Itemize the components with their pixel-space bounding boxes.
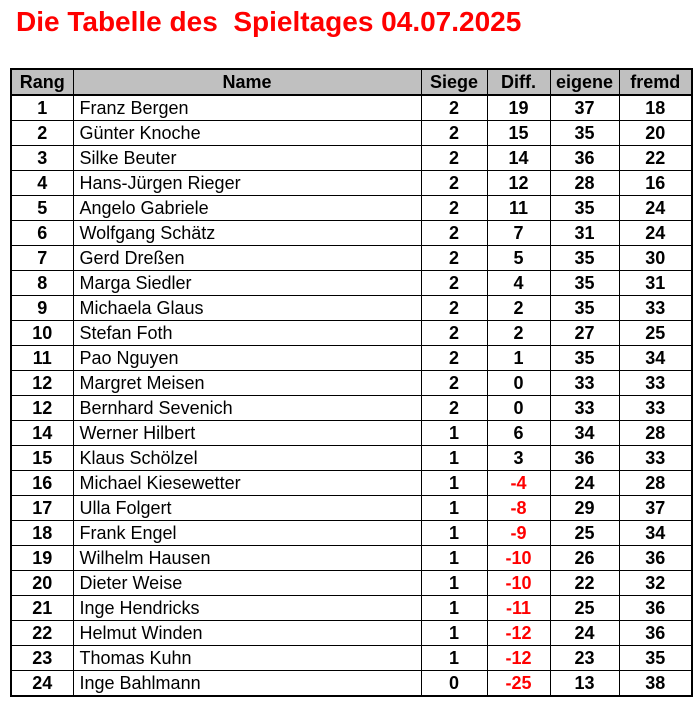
player-name-cell: Franz Bergen	[73, 95, 421, 121]
player-name-cell: Werner Hilbert	[73, 421, 421, 446]
rank-cell: 21	[11, 596, 73, 621]
table-row	[11, 371, 692, 396]
points-against-cell: 34	[619, 346, 692, 371]
points-for-cell: 29	[550, 496, 619, 521]
wins-cell: 2	[421, 271, 487, 296]
difference-cell: 2	[487, 296, 550, 321]
player-name-cell: Wilhelm Hausen	[73, 546, 421, 571]
difference-cell: 0	[487, 371, 550, 396]
points-for-cell: 25	[550, 521, 619, 546]
rank-cell: 4	[11, 171, 73, 196]
points-for-cell: 35	[550, 346, 619, 371]
player-name-cell: Helmut Winden	[73, 621, 421, 646]
difference-cell: -9	[487, 521, 550, 546]
table-row	[11, 246, 692, 271]
points-for-cell: 31	[550, 221, 619, 246]
points-for-cell: 33	[550, 396, 619, 421]
column-header-fremd: fremd	[619, 69, 692, 95]
player-name-cell: Inge Bahlmann	[73, 671, 421, 697]
table-row	[11, 546, 692, 571]
wins-cell: 2	[421, 196, 487, 221]
points-for-cell: 28	[550, 171, 619, 196]
player-name-cell: Stefan Foth	[73, 321, 421, 346]
column-header-diff: Diff.	[487, 69, 550, 95]
table-row	[11, 296, 692, 321]
table-row	[11, 571, 692, 596]
points-against-cell: 28	[619, 471, 692, 496]
rank-cell: 7	[11, 246, 73, 271]
points-against-cell: 16	[619, 171, 692, 196]
table-row	[11, 321, 692, 346]
difference-cell: 1	[487, 346, 550, 371]
points-against-cell: 30	[619, 246, 692, 271]
player-name-cell: Klaus Schölzel	[73, 446, 421, 471]
difference-cell: -10	[487, 546, 550, 571]
player-name-cell: Günter Knoche	[73, 121, 421, 146]
points-against-cell: 35	[619, 646, 692, 671]
rank-cell: 20	[11, 571, 73, 596]
points-for-cell: 35	[550, 296, 619, 321]
standings-table	[10, 68, 693, 697]
wins-cell: 1	[421, 471, 487, 496]
points-for-cell: 22	[550, 571, 619, 596]
difference-cell: 15	[487, 121, 550, 146]
difference-cell: -12	[487, 621, 550, 646]
column-header-rang: Rang	[11, 69, 73, 95]
column-header-siege: Siege	[421, 69, 487, 95]
wins-cell: 0	[421, 671, 487, 697]
table-row	[11, 146, 692, 171]
wins-cell: 2	[421, 171, 487, 196]
table-row	[11, 196, 692, 221]
difference-cell: -8	[487, 496, 550, 521]
table-row	[11, 346, 692, 371]
rank-cell: 2	[11, 121, 73, 146]
page-title: Die Tabelle des Spieltages 04.07.2025	[16, 6, 522, 37]
points-for-cell: 35	[550, 196, 619, 221]
player-name-cell: Wolfgang Schätz	[73, 221, 421, 246]
player-name-cell: Angelo Gabriele	[73, 196, 421, 221]
player-name-cell: Thomas Kuhn	[73, 646, 421, 671]
rank-cell: 6	[11, 221, 73, 246]
wins-cell: 2	[421, 221, 487, 246]
points-for-cell: 24	[550, 471, 619, 496]
wins-cell: 2	[421, 296, 487, 321]
table-row	[11, 496, 692, 521]
table-row	[11, 95, 692, 121]
rank-cell: 17	[11, 496, 73, 521]
points-for-cell: 36	[550, 446, 619, 471]
wins-cell: 1	[421, 621, 487, 646]
difference-cell: 11	[487, 196, 550, 221]
rank-cell: 22	[11, 621, 73, 646]
wins-cell: 2	[421, 321, 487, 346]
rank-cell: 3	[11, 146, 73, 171]
difference-cell: 7	[487, 221, 550, 246]
player-name-cell: Frank Engel	[73, 521, 421, 546]
points-against-cell: 33	[619, 396, 692, 421]
player-name-cell: Silke Beuter	[73, 146, 421, 171]
rank-cell: 23	[11, 646, 73, 671]
column-header-eigene: eigene	[550, 69, 619, 95]
table-row	[11, 421, 692, 446]
difference-cell: -4	[487, 471, 550, 496]
table-row	[11, 446, 692, 471]
points-for-cell: 37	[550, 95, 619, 121]
difference-cell: -11	[487, 596, 550, 621]
difference-cell: 12	[487, 171, 550, 196]
points-against-cell: 36	[619, 621, 692, 646]
points-against-cell: 20	[619, 121, 692, 146]
points-for-cell: 34	[550, 421, 619, 446]
rank-cell: 24	[11, 671, 73, 697]
wins-cell: 2	[421, 346, 487, 371]
player-name-cell: Hans-Jürgen Rieger	[73, 171, 421, 196]
points-against-cell: 36	[619, 596, 692, 621]
wins-cell: 2	[421, 95, 487, 121]
table-row	[11, 271, 692, 296]
points-for-cell: 24	[550, 621, 619, 646]
points-against-cell: 24	[619, 221, 692, 246]
points-against-cell: 28	[619, 421, 692, 446]
difference-cell: 3	[487, 446, 550, 471]
wins-cell: 1	[421, 596, 487, 621]
points-against-cell: 33	[619, 296, 692, 321]
wins-cell: 1	[421, 421, 487, 446]
player-name-cell: Michael Kiesewetter	[73, 471, 421, 496]
difference-cell: 0	[487, 396, 550, 421]
points-for-cell: 36	[550, 146, 619, 171]
player-name-cell: Gerd Dreßen	[73, 246, 421, 271]
wins-cell: 1	[421, 521, 487, 546]
difference-cell: -10	[487, 571, 550, 596]
points-for-cell: 27	[550, 321, 619, 346]
points-for-cell: 26	[550, 546, 619, 571]
points-against-cell: 36	[619, 546, 692, 571]
difference-cell: 19	[487, 95, 550, 121]
difference-cell: 5	[487, 246, 550, 271]
player-name-cell: Ulla Folgert	[73, 496, 421, 521]
player-name-cell: Dieter Weise	[73, 571, 421, 596]
points-for-cell: 35	[550, 121, 619, 146]
difference-cell: 2	[487, 321, 550, 346]
points-against-cell: 34	[619, 521, 692, 546]
wins-cell: 1	[421, 446, 487, 471]
wins-cell: 2	[421, 121, 487, 146]
difference-cell: 14	[487, 146, 550, 171]
points-for-cell: 35	[550, 271, 619, 296]
player-name-cell: Inge Hendricks	[73, 596, 421, 621]
points-against-cell: 37	[619, 496, 692, 521]
player-name-cell: Pao Nguyen	[73, 346, 421, 371]
table-header-row	[11, 69, 692, 95]
rank-cell: 5	[11, 196, 73, 221]
points-against-cell: 32	[619, 571, 692, 596]
wins-cell: 2	[421, 396, 487, 421]
wins-cell: 1	[421, 546, 487, 571]
rank-cell: 8	[11, 271, 73, 296]
rank-cell: 9	[11, 296, 73, 321]
points-for-cell: 33	[550, 371, 619, 396]
points-for-cell: 35	[550, 246, 619, 271]
points-for-cell: 25	[550, 596, 619, 621]
points-against-cell: 22	[619, 146, 692, 171]
table-row	[11, 221, 692, 246]
points-against-cell: 33	[619, 446, 692, 471]
rank-cell: 12	[11, 371, 73, 396]
table-row	[11, 521, 692, 546]
rank-cell: 19	[11, 546, 73, 571]
table-row	[11, 671, 692, 697]
table-row	[11, 621, 692, 646]
rank-cell: 11	[11, 346, 73, 371]
wins-cell: 1	[421, 646, 487, 671]
difference-cell: 6	[487, 421, 550, 446]
table-row	[11, 596, 692, 621]
wins-cell: 1	[421, 571, 487, 596]
rank-cell: 18	[11, 521, 73, 546]
table-row	[11, 646, 692, 671]
player-name-cell: Michaela Glaus	[73, 296, 421, 321]
wins-cell: 2	[421, 371, 487, 396]
rank-cell: 12	[11, 396, 73, 421]
points-for-cell: 23	[550, 646, 619, 671]
wins-cell: 2	[421, 246, 487, 271]
table-row	[11, 171, 692, 196]
difference-cell: -12	[487, 646, 550, 671]
wins-cell: 2	[421, 146, 487, 171]
points-against-cell: 18	[619, 95, 692, 121]
standings-body	[11, 95, 692, 696]
table-row	[11, 471, 692, 496]
points-against-cell: 24	[619, 196, 692, 221]
player-name-cell: Margret Meisen	[73, 371, 421, 396]
rank-cell: 14	[11, 421, 73, 446]
rank-cell: 10	[11, 321, 73, 346]
column-header-name: Name	[73, 69, 421, 95]
player-name-cell: Bernhard Sevenich	[73, 396, 421, 421]
points-against-cell: 25	[619, 321, 692, 346]
points-against-cell: 31	[619, 271, 692, 296]
difference-cell: -25	[487, 671, 550, 697]
points-against-cell: 38	[619, 671, 692, 697]
rank-cell: 16	[11, 471, 73, 496]
wins-cell: 1	[421, 496, 487, 521]
table-row	[11, 121, 692, 146]
points-against-cell: 33	[619, 371, 692, 396]
table-row	[11, 396, 692, 421]
difference-cell: 4	[487, 271, 550, 296]
player-name-cell: Marga Siedler	[73, 271, 421, 296]
points-for-cell: 13	[550, 671, 619, 697]
rank-cell: 1	[11, 95, 73, 121]
rank-cell: 15	[11, 446, 73, 471]
